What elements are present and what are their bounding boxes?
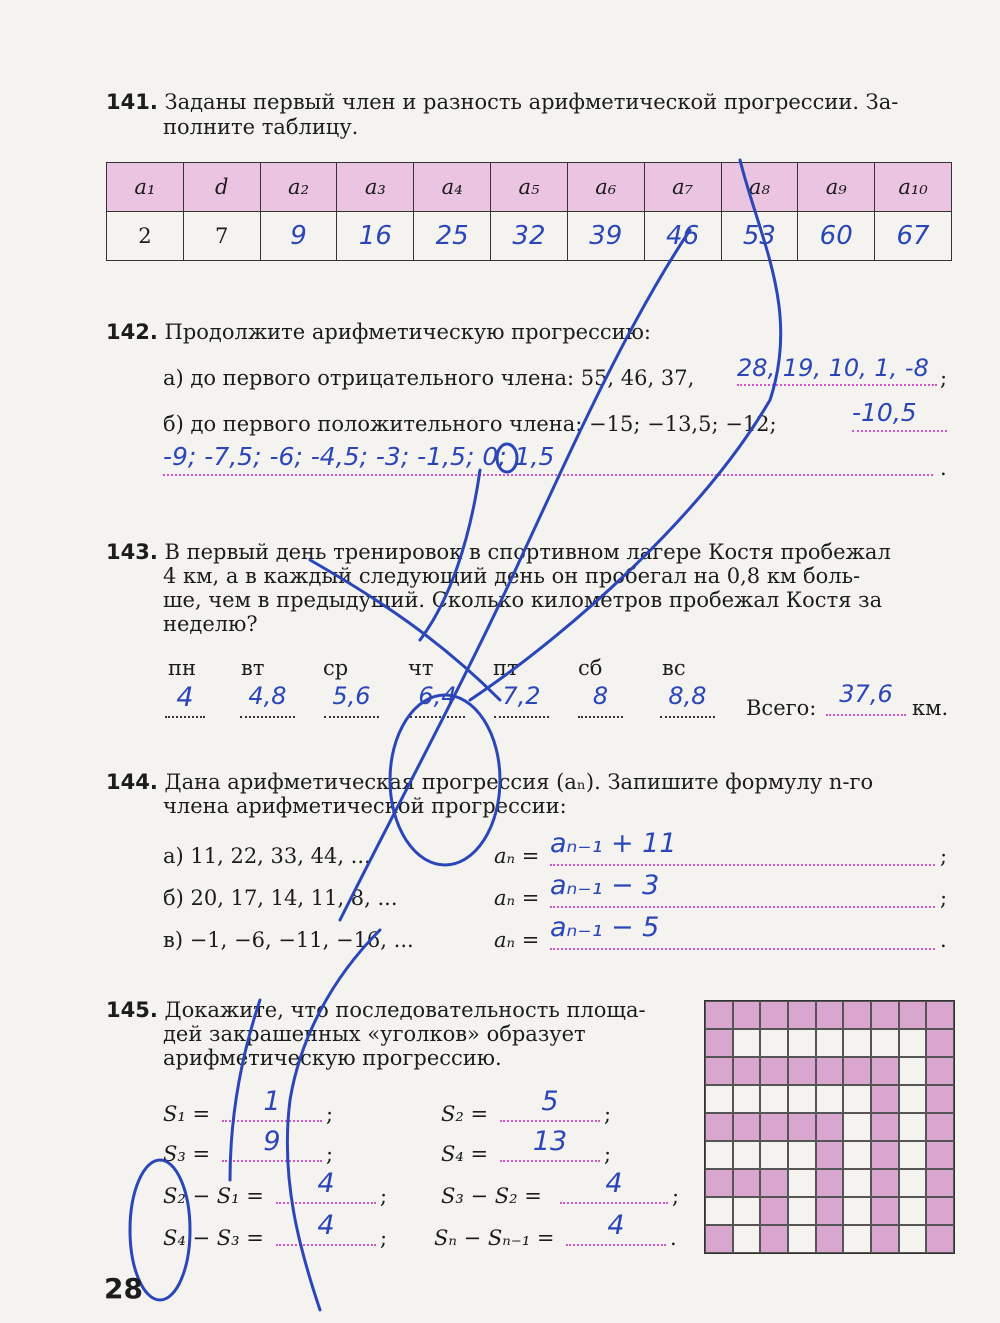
d43-end: ; — [380, 1226, 388, 1250]
d21-answer: 4 — [317, 1168, 335, 1199]
s3-end: ; — [326, 1142, 334, 1166]
problem-144-item-a-text: а) 11, 22, 33, 44, ... — [163, 844, 371, 868]
problem-142-b-answer1: -10,5 — [852, 398, 917, 427]
problem-142-b-end: . — [940, 456, 947, 480]
scribble-stroke — [310, 560, 500, 700]
d43-answer: 4 — [317, 1210, 335, 1241]
table-header-cell: a₈ — [721, 163, 798, 212]
day-label: ср — [323, 656, 349, 680]
table-header-cell: a₆ — [567, 163, 644, 212]
day-label: сб — [578, 656, 603, 680]
d21-label: S₂ − S₁ = — [163, 1184, 264, 1208]
table-header-cell: a₇ — [644, 163, 721, 212]
page-number: 28 — [104, 1272, 143, 1305]
problem-144-item-b-text: б) 20, 17, 14, 11, 8, ... — [163, 886, 398, 910]
table-header-cell: a₁ — [107, 163, 184, 212]
problem-144-item-c-an: aₙ = — [494, 928, 540, 952]
problem-144-item-b-answer: aₙ₋₁ − 3 — [550, 870, 660, 901]
scribble-stroke — [230, 1000, 260, 1180]
problem-144-text-1: Дана арифметическая прогрессия (aₙ). Запишите формулу n-го — [164, 770, 874, 794]
dn-answer: 4 — [607, 1210, 625, 1241]
total-unit: км. — [912, 696, 949, 720]
problem-143-text-4: неделю? — [163, 612, 258, 636]
s4-answer: 13 — [532, 1126, 568, 1157]
problem-143-text-2: 4 км, а в каждый следующий день он пробегал на 0,8 км боль- — [163, 564, 861, 588]
s1-end: ; — [326, 1102, 334, 1126]
problem-142-number: 142. — [106, 320, 158, 344]
total-answer: 37,6 — [839, 680, 893, 708]
day-value: 4,8 — [248, 682, 287, 710]
day-value: 8 — [592, 682, 609, 710]
problem-142-a-answer: 28, 19, 10, 1, -8 — [737, 354, 929, 382]
scribble-stroke — [420, 470, 480, 640]
table-header-cell: a₂ — [260, 163, 337, 212]
problem-144-text-2: члена арифметической прогрессии: — [163, 794, 567, 818]
scribble-stroke — [470, 160, 781, 700]
problem-144-item-a-answer: aₙ₋₁ + 11 — [550, 828, 677, 859]
s1-label: S₁ = — [163, 1102, 211, 1126]
problem-143-number: 143. — [106, 540, 158, 564]
d43-label: S₄ − S₃ = — [163, 1226, 264, 1250]
problem-144-item-c-answer: aₙ₋₁ − 5 — [550, 912, 660, 943]
d32-label: S₃ − S₂ = — [441, 1184, 542, 1208]
problem-145-text-3: арифметическую прогрессию. — [163, 1046, 502, 1070]
problem-145-number: 145. — [106, 998, 158, 1022]
day-value: 7,2 — [502, 682, 541, 710]
scribble-stroke — [340, 230, 690, 920]
total-label: Всего: — [746, 696, 817, 720]
dn-label: Sₙ − Sₙ₋₁ = — [434, 1226, 555, 1250]
table-header-cell: a₅ — [491, 163, 568, 212]
problem-141-text-1: Заданы первый член и разность арифметической прогрессии. За- — [164, 90, 899, 114]
s3-answer: 9 — [263, 1126, 281, 1157]
problem-144-number: 144. — [106, 770, 158, 794]
problem-144-item-c-end: . — [940, 928, 947, 952]
day-value: 5,6 — [332, 682, 371, 710]
table-answer-cell: 16 — [337, 212, 414, 261]
problem-144-item-a-end: ; — [940, 844, 948, 868]
s1-answer: 1 — [263, 1086, 281, 1117]
day-value: 8,8 — [668, 682, 707, 710]
s2-label: S₂ = — [441, 1102, 489, 1126]
problem-142-a-end: ; — [940, 366, 948, 390]
problem-144-item-a-an: aₙ = — [494, 844, 540, 868]
day-label: вс — [662, 656, 686, 680]
day-label: пн — [168, 656, 196, 680]
day-label: пт — [493, 656, 519, 680]
problem-143-text-1: В первый день тренировок в спортивном лагере Костя пробежал — [164, 540, 891, 564]
scribble-ellipse — [497, 444, 517, 472]
s2-end: ; — [604, 1102, 612, 1126]
problem-145-text-1: Докажите, что последовательность площа- — [164, 998, 646, 1022]
problem-142-b-answer2: -9; -7,5; -6; -4,5; -3; -1,5; 0; 1,5 — [163, 442, 555, 471]
scribble-stroke — [287, 930, 380, 1310]
day-value: 4 — [176, 682, 194, 713]
table-given-d: 7 — [183, 212, 260, 261]
problem-144-item-c-text: в) −1, −6, −11, −16, ... — [163, 928, 414, 952]
table-answer-cell: 25 — [414, 212, 491, 261]
table-answer-cell: 60 — [798, 212, 875, 261]
table-answer-cell: 46 — [644, 212, 721, 261]
table-answer-cell: 67 — [875, 212, 952, 261]
s2-answer: 5 — [541, 1086, 559, 1117]
table-given-a1: 2 — [107, 212, 184, 261]
table-header-cell: d — [183, 163, 260, 212]
table-answer-cell: 39 — [567, 212, 644, 261]
problem-144-item-b-an: aₙ = — [494, 886, 540, 910]
problem-141-text-2: полните таблицу. — [163, 115, 359, 139]
d32-answer: 4 — [605, 1168, 623, 1199]
problem-142-a-text: а) до первого отрицательного члена: 55, 46, 37, — [163, 366, 695, 390]
table-answer-cell: 32 — [491, 212, 568, 261]
problem-142-title: Продолжите арифметическую прогрессию: — [164, 320, 651, 344]
problem-141-number: 141. — [106, 90, 158, 114]
dn-end: . — [670, 1226, 677, 1250]
d32-end: ; — [672, 1184, 680, 1208]
s4-end: ; — [604, 1142, 612, 1166]
table-answer-cell: 9 — [260, 212, 337, 261]
table-answer-cell: 53 — [721, 212, 798, 261]
s3-label: S₃ = — [163, 1142, 211, 1166]
day-value: 6,4 — [418, 682, 457, 710]
problem-142-b-text: б) до первого положительного члена: −15; −13,5; −12; — [163, 412, 777, 436]
scribble-ellipse — [390, 695, 500, 865]
day-label: чт — [408, 656, 434, 680]
table-header-cell: a₁₀ — [875, 163, 952, 212]
table-header-cell: a₄ — [414, 163, 491, 212]
table-header-cell: a₉ — [798, 163, 875, 212]
d21-end: ; — [380, 1184, 388, 1208]
table-header-cell: a₃ — [337, 163, 414, 212]
problem-145-text-2: дей закрашенных «уголков» образует — [163, 1022, 586, 1046]
s4-label: S₄ = — [441, 1142, 489, 1166]
day-label: вт — [241, 656, 265, 680]
problem-143-text-3: ше, чем в предыдущий. Сколько километров пробежал Костя за — [163, 588, 883, 612]
problem-144-item-b-end: ; — [940, 886, 948, 910]
